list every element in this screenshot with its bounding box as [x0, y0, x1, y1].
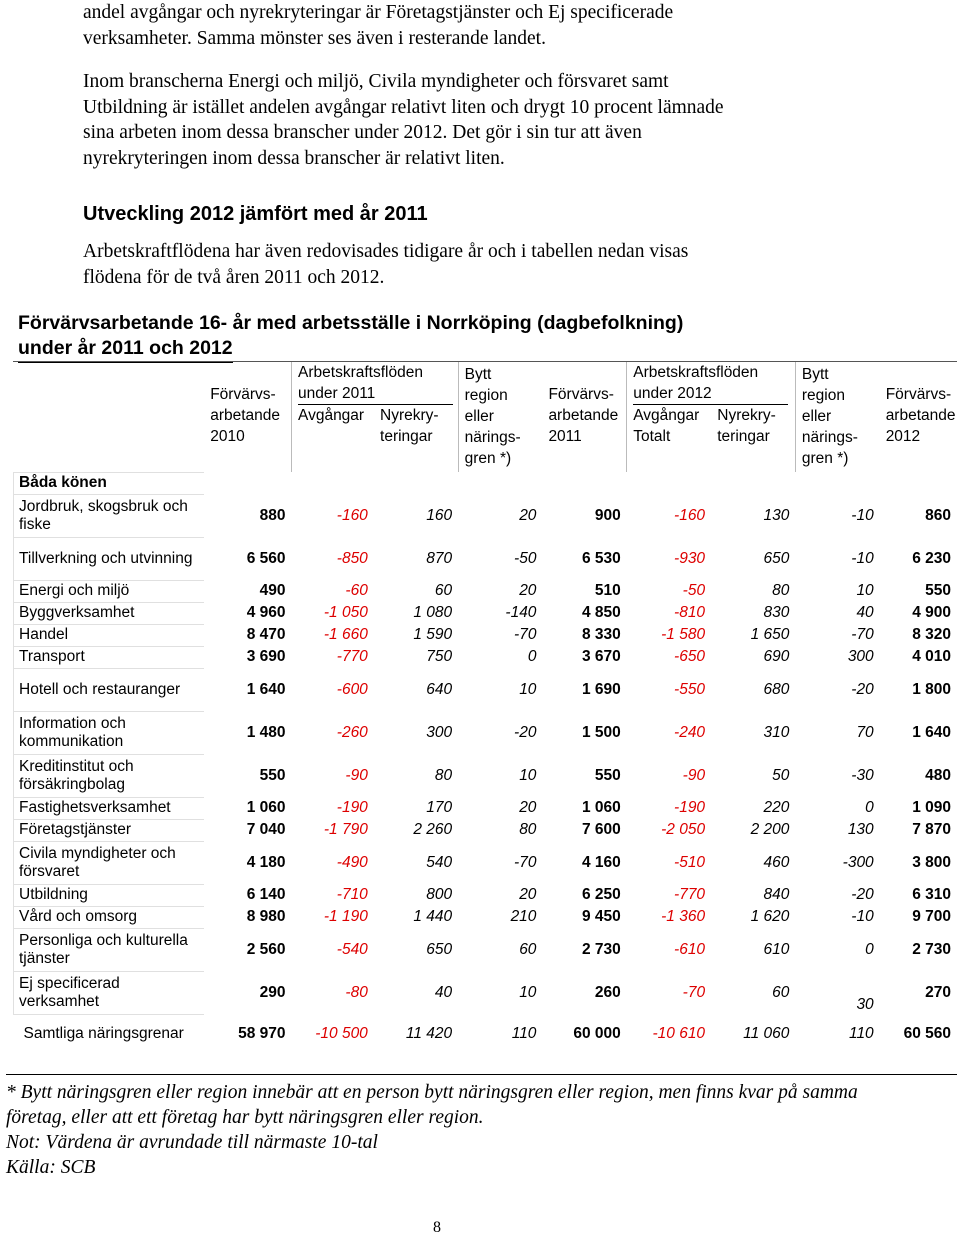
cell-col-7: 220 [763, 799, 790, 816]
table-row [14, 494, 958, 537]
cell-col-4: 80 [519, 821, 537, 838]
intro-line: sina arbeten inom dessa branscher under 2012. Det gör i sin tur att även [83, 122, 642, 143]
cell-col-9: 550 [925, 582, 951, 599]
cell-col-9: 60 560 [903, 1025, 951, 1042]
cell-col-6: -160 [674, 506, 706, 524]
row-label: Företagstjänster [14, 819, 205, 841]
cell-col-1: 550 [259, 766, 286, 784]
cell-col-3: 1 440 [413, 908, 453, 925]
cell-col-1: 1 640 [246, 680, 286, 698]
cell-col-8: -300 [842, 853, 874, 871]
cell-col-2: -1 660 [323, 626, 368, 643]
cell-col-9: 1 090 [912, 799, 951, 816]
cell-col-2: -10 500 [315, 1025, 368, 1042]
cell-col-7: 830 [763, 604, 790, 621]
cell-col-4: 20 [519, 799, 537, 816]
section-line: flödena för de två åren 2011 och 2012. [83, 266, 385, 288]
cell-col-2: -540 [336, 940, 368, 958]
cell-col-8: 30 [856, 996, 874, 1013]
cell-col-8: -10 [851, 506, 874, 524]
cell-col-2: -260 [336, 723, 368, 741]
section-line: Arbetskraftflödena har även redovisades tidigare år och i tabellen nedan visas [83, 241, 689, 262]
table-row [14, 580, 958, 602]
table-row [14, 928, 958, 971]
cell-col-6: -650 [674, 648, 706, 665]
group-row [14, 472, 958, 494]
cell-col-2: -770 [336, 648, 368, 665]
cell-col-7: 460 [763, 853, 790, 871]
cell-col-1: 4 180 [246, 853, 286, 871]
cell-col-8: -20 [851, 680, 874, 698]
cell-col-1: 290 [259, 983, 286, 1001]
table-title-line-2: under år 2011 och 2012 [18, 336, 233, 363]
cell-col-8: 130 [847, 821, 874, 838]
section-paragraph [83, 239, 943, 290]
group-label: Båda könen [14, 472, 205, 494]
cell-col-3: 640 [426, 680, 453, 698]
cell-col-1: 1 480 [246, 723, 286, 741]
cell-col-4: 210 [510, 908, 537, 925]
cell-col-4: 10 [519, 983, 537, 1001]
col-header-avgangar-2012: Avgångar Totalt [633, 407, 700, 445]
cell-col-7: 11 060 [743, 1025, 790, 1042]
intro-line: Inom branscherna Energi och miljö, Civila myndigheter och försvaret samt [83, 71, 669, 92]
row-label: Jordbruk, skogsbruk och fiske [14, 494, 205, 537]
cell-col-8: 10 [856, 582, 874, 599]
cell-col-8: 110 [848, 1025, 874, 1042]
row-label: Utbildning [14, 884, 205, 906]
footnote-line: företag, eller att ett företag har bytt näringsgren eller region. [6, 1107, 484, 1128]
table-row [14, 646, 958, 668]
cell-col-3: 11 420 [405, 1025, 453, 1042]
cell-col-5: 2 730 [581, 940, 621, 958]
cell-col-9: 9 700 [912, 908, 951, 925]
cell-col-9: 6 230 [912, 549, 951, 567]
cell-col-5: 1 060 [581, 799, 621, 816]
cell-col-8: 0 [865, 940, 874, 958]
row-label: Information och kommunikation [14, 711, 205, 754]
cell-col-7: 60 [772, 983, 790, 1001]
cell-col-2: -850 [336, 549, 368, 567]
cell-col-1: 1 060 [246, 799, 286, 816]
cell-col-9: 270 [925, 983, 951, 1001]
cell-col-3: 870 [426, 549, 453, 567]
cell-col-5: 8 330 [581, 626, 621, 643]
cell-col-2: -60 [345, 582, 368, 599]
row-label: Kreditinstitut och försäkringbolag [14, 754, 205, 797]
cell-col-5: 900 [594, 506, 621, 524]
cell-col-4: -140 [505, 604, 537, 621]
section-heading: Utveckling 2012 jämfört med år 2011 [83, 203, 428, 225]
col-header-2012: Förvärvs- arbetande 2012 [885, 386, 956, 445]
col-header-avgangar-2011: Avgångar [298, 407, 365, 424]
col-header-bytt-2012: Bytt region eller närings- gren *) [801, 366, 858, 467]
cell-col-3: 40 [434, 983, 453, 1001]
cell-col-1: 490 [259, 582, 286, 599]
table-bottom-rule [6, 1074, 957, 1075]
cell-col-9: 6 310 [912, 886, 951, 903]
cell-col-7: 1 650 [750, 626, 790, 643]
cell-col-6: -70 [682, 983, 706, 1001]
cell-col-7: 840 [763, 886, 790, 903]
cell-col-8: -20 [851, 886, 874, 903]
cell-col-6: -10 610 [652, 1025, 706, 1042]
intro-line: nyrekryteringen inom dessa branscher är relativt liten. [83, 147, 505, 169]
table-row [14, 797, 958, 819]
cell-col-4: 20 [519, 506, 537, 524]
intro-line: andel avgångar och nyrekryteringar är Företagstjänster och Ej specificerade [83, 2, 674, 23]
intro-line: Utbildning är istället andelen avgångar relativt liten och drygt 10 procent lämnade [83, 96, 724, 118]
table-row [14, 711, 958, 754]
col-header-bytt-2011: Bytt region eller närings- gren *) [464, 366, 521, 467]
cell-col-5: 3 670 [581, 648, 621, 665]
row-label: Transport [14, 646, 205, 668]
cell-col-5: 6 250 [581, 886, 621, 903]
cell-col-4: -50 [514, 549, 537, 567]
cell-col-3: 650 [426, 940, 453, 958]
cell-col-1: 8 980 [246, 908, 286, 925]
cell-col-7: 680 [763, 680, 790, 698]
cell-col-9: 8 320 [912, 626, 951, 643]
cell-col-3: 1 080 [413, 604, 453, 621]
cell-col-8: 300 [847, 648, 874, 665]
cell-col-3: 750 [426, 648, 453, 665]
cell-col-9: 860 [925, 506, 951, 524]
row-label: Civila myndigheter och försvaret [14, 841, 205, 884]
footnote-line: Källa: SCB [6, 1157, 96, 1178]
cell-col-6: -930 [674, 549, 706, 567]
cell-col-6: -190 [674, 799, 706, 816]
cell-col-6: -610 [674, 940, 706, 958]
cell-col-2: -1 050 [323, 604, 368, 621]
cell-col-8: -30 [851, 766, 874, 784]
cell-col-1: 6 560 [246, 549, 286, 567]
cell-col-9: 1 640 [912, 723, 951, 741]
cell-col-1: 4 960 [246, 604, 286, 621]
cell-col-2: -80 [345, 983, 368, 1001]
cell-col-3: 160 [426, 506, 453, 524]
cell-col-6: -1 580 [661, 626, 706, 643]
row-label: Byggverksamhet [14, 602, 205, 624]
cell-col-5: 4 160 [581, 853, 621, 871]
table-row [14, 668, 958, 711]
cell-col-1: 58 970 [238, 1025, 286, 1042]
cell-col-6: -510 [674, 853, 706, 871]
cell-col-9: 7 870 [912, 821, 951, 838]
cell-col-2: -160 [336, 506, 368, 524]
row-label: Energi och miljö [14, 580, 205, 602]
intro-paragraph-1 [83, 0, 943, 51]
col-header-2011: Förvärvs- arbetande 2011 [548, 386, 619, 445]
table-row [14, 906, 958, 928]
cell-col-7: 690 [763, 648, 790, 665]
cell-col-1: 880 [259, 506, 286, 524]
cell-col-4: 10 [519, 680, 537, 698]
cell-col-8: -10 [851, 908, 874, 925]
footnotes [6, 1080, 858, 1180]
cell-col-4: 20 [519, 886, 537, 903]
cell-col-9: 480 [925, 766, 951, 784]
cell-col-5: 60 000 [573, 1025, 621, 1042]
cell-col-7: 650 [763, 549, 790, 567]
cell-col-5: 6 530 [581, 549, 621, 567]
cell-col-4: 0 [527, 648, 537, 665]
cell-col-5: 1 690 [581, 680, 621, 698]
cell-col-7: 130 [763, 506, 790, 524]
table-row [14, 537, 958, 580]
col-header-flows-2012: Arbetskraftsflöden under 2012 Avgångar Totalt Nyrekry- teringar [633, 362, 789, 447]
table-row [14, 624, 958, 646]
table-row [14, 602, 958, 624]
footnote-line: Not: Värdena är avrundade till närmaste 10-tal [6, 1132, 378, 1153]
cell-col-1: 2 560 [246, 940, 286, 958]
cell-col-4: 60 [519, 940, 537, 958]
cell-col-5: 510 [594, 582, 621, 599]
cell-col-3: 170 [426, 799, 453, 816]
cell-col-2: -490 [336, 853, 368, 871]
cell-col-2: -1 790 [323, 821, 368, 838]
cell-col-3: 300 [426, 723, 453, 741]
cell-col-7: 2 200 [750, 821, 790, 838]
col-header-flows-2011: Arbetskraftsflöden under 2011 Avgångar Nyrekry- teringar [298, 362, 452, 447]
row-label: Tillverkning och utvinning [14, 537, 205, 580]
cell-col-4: -70 [514, 626, 537, 643]
cell-col-7: 80 [772, 582, 790, 599]
col-header-2010: Förvärvs- arbetande 2010 [210, 386, 281, 445]
cell-col-5: 4 850 [581, 604, 621, 621]
intro-paragraph-2 [83, 69, 943, 171]
footnote-line: * Bytt näringsgren eller region innebär att en person bytt näringsgren eller region, men finns kvar på samma [6, 1082, 858, 1103]
intro-line: verksamheter. Samma mönster ses även i resterande landet. [83, 27, 546, 49]
cell-col-2: -710 [336, 886, 368, 903]
cell-col-5: 9 450 [581, 908, 621, 925]
cell-col-6: -50 [682, 582, 706, 599]
cell-col-6: -2 050 [661, 821, 706, 838]
cell-col-5: 260 [594, 983, 621, 1001]
cell-col-5: 550 [594, 766, 621, 784]
cell-col-8: 40 [856, 604, 874, 621]
cell-col-5: 1 500 [581, 723, 621, 741]
cell-col-3: 80 [434, 766, 453, 784]
cell-col-4: 20 [519, 582, 537, 599]
row-label: Hotell och restauranger [14, 668, 205, 711]
cell-col-4: -20 [514, 723, 537, 741]
cell-col-6: -550 [674, 680, 706, 698]
cell-col-6: -1 360 [661, 908, 706, 925]
cell-col-2: -90 [345, 766, 368, 784]
cell-col-9: 4 010 [912, 648, 951, 665]
cell-col-1: 8 470 [246, 626, 286, 643]
cell-col-6: -240 [674, 723, 706, 741]
cell-col-3: 540 [426, 853, 453, 871]
cell-col-9: 4 900 [912, 604, 951, 621]
cell-col-7: 50 [772, 766, 790, 784]
row-label: Handel [14, 624, 205, 646]
table-row [14, 754, 958, 797]
cell-col-2: -1 190 [323, 908, 368, 925]
cell-col-3: 1 590 [413, 626, 453, 643]
table-row [14, 971, 958, 1014]
cell-col-6: -90 [682, 766, 706, 784]
total-row [14, 1014, 958, 1047]
cell-col-1: 3 690 [246, 648, 286, 665]
cell-col-9: 3 800 [912, 853, 951, 871]
row-label: Vård och omsorg [14, 906, 205, 928]
cell-col-4: -70 [514, 853, 537, 871]
table-title-line-1: Förvärvsarbetande 16- år med arbetsställe i Norrköping (dagbefolkning) [18, 312, 684, 334]
row-label: Ej specificerad verksamhet [14, 971, 205, 1014]
cell-col-2: -190 [336, 799, 368, 816]
col-header-nyrek-2012: Nyrekry- teringar [717, 407, 776, 445]
cell-col-2: -600 [336, 680, 368, 698]
cell-col-8: -70 [851, 626, 874, 643]
cell-col-1: 6 140 [246, 886, 286, 903]
cell-col-8: -10 [851, 549, 874, 567]
cell-col-6: -770 [674, 886, 706, 903]
cell-col-3: 2 260 [413, 821, 453, 838]
cell-col-1: 7 040 [246, 821, 286, 838]
cell-col-6: -810 [674, 604, 706, 621]
table-row [14, 884, 958, 906]
table-row [14, 819, 958, 841]
cell-col-9: 1 800 [912, 680, 951, 698]
row-label: Fastighetsverksamhet [14, 797, 205, 819]
table-title [18, 311, 683, 363]
cell-col-9: 2 730 [912, 940, 951, 958]
cell-col-5: 7 600 [581, 821, 621, 838]
cell-col-4: 10 [519, 766, 537, 784]
cell-col-4: 110 [511, 1025, 537, 1042]
table-row [14, 841, 958, 884]
col-header-nyrek-2011: Nyrekry- teringar [380, 407, 439, 445]
cell-col-7: 310 [763, 723, 790, 741]
cell-col-7: 610 [763, 940, 790, 958]
page-number: 8 [433, 1219, 441, 1236]
header-row [14, 362, 958, 472]
cell-col-8: 0 [865, 799, 874, 816]
cell-col-3: 60 [434, 582, 453, 599]
cell-col-8: 70 [856, 723, 874, 741]
row-label: Personliga och kulturella tjänster [14, 928, 205, 971]
data-table [13, 362, 957, 1047]
cell-col-3: 800 [426, 886, 453, 903]
cell-col-7: 1 620 [750, 908, 790, 925]
row-label: Samtliga näringsgrenar [23, 1025, 184, 1042]
